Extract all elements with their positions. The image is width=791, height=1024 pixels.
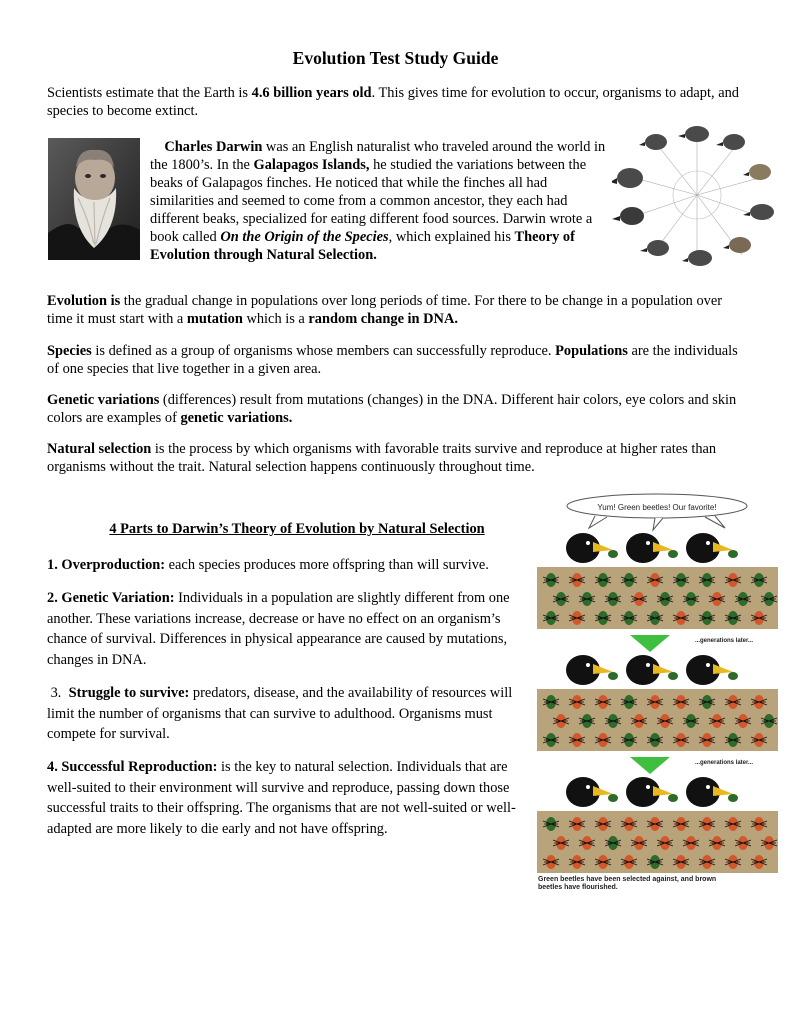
part-overproduction: 1. Overproduction: each species produces more offspring than will survive. [47,557,489,573]
part-struggle-to-survive: 3. Struggle to survive: predators, disease, and the availability of resources will limit the number of organisms that can survive to adulthood. Organisms must compete for survival. [47,685,513,742]
generations-label-2: ...generations later... [695,760,754,766]
genetic-variation-definition: Genetic variations (differences) result from mutations (changes) in the DNA. Different hair colors, eye colors and skin colors are examples of genetic variations. [47,392,737,426]
part-successful-reproduction: 4. Successful Reproduction: is the key to natural selection. Individuals that are well-suited to their environment will survive and reproduce, passing down those successful traits to their offspring. The organisms that are not well-suited or well-adapted are more likely to die early and not have offspring. [47,759,516,837]
generations-label-1: ...generations later... [695,638,754,644]
speech-bubble-text: Yum! Green beetles! Our favorite! [597,503,717,512]
page-title: Evolution Test Study Guide [292,48,499,68]
beetle-panel [537,655,778,751]
natural-selection-definition: Natural selection is the process by which organisms with favorable traits survive and reproduce at higher rates than organisms without the trait. Natural selection happens continuously throughout time. [47,441,717,475]
intro-paragraph: Scientists estimate that the Earth is 4.6 billion years old. This gives time for evolution to occur, organisms to adapt, and species to become extinct. [47,85,739,119]
darwin-portrait [48,138,140,260]
parts-heading: 4 Parts to Darwin’s Theory of Evolution by Natural Selection [109,521,485,537]
arrow-down-icon [630,635,670,652]
beetle-selection-figure [535,492,780,892]
beetle-panel [537,777,778,873]
figure-caption-line2: beetles have flourished. [538,884,618,891]
species-definition: Species is defined as a group of organisms whose members can successfully reproduce. Populations are the individuals of one species that live together in a given area. [47,343,738,377]
evolution-definition: Evolution is the gradual change in populations over long periods of time. For there to be change in a population over time it must start with a mutation which is a random change in DNA. [47,293,723,327]
beetle-panel [537,533,778,629]
finch-beak-wheel [612,120,782,270]
darwin-paragraph: Charles Darwin was an English naturalist who traveled around the world in the 1800’s. In the Galapagos Islands, he studied the variations between the beaks of Galapagos finches. He noticed that while the finches all had similarities and seemed to come from a common ancestor, they each had different beaks, specialized for eating different food sources. Darwin wrote a book called On the Origin of the Species, which explained his Theory of Evolution through Natural Selection. [150,139,606,263]
part-genetic-variation: 2. Genetic Variation: Individuals in a population are slightly different from one another. These variations increase, decrease or have no effect on an organism’s chance of survival. Differences in physical appearance are caused by mutations, changes in DNA. [47,590,510,668]
arrow-down-icon [630,757,670,774]
figure-caption-line1: Green beetles have been selected against, and brown [538,876,717,883]
